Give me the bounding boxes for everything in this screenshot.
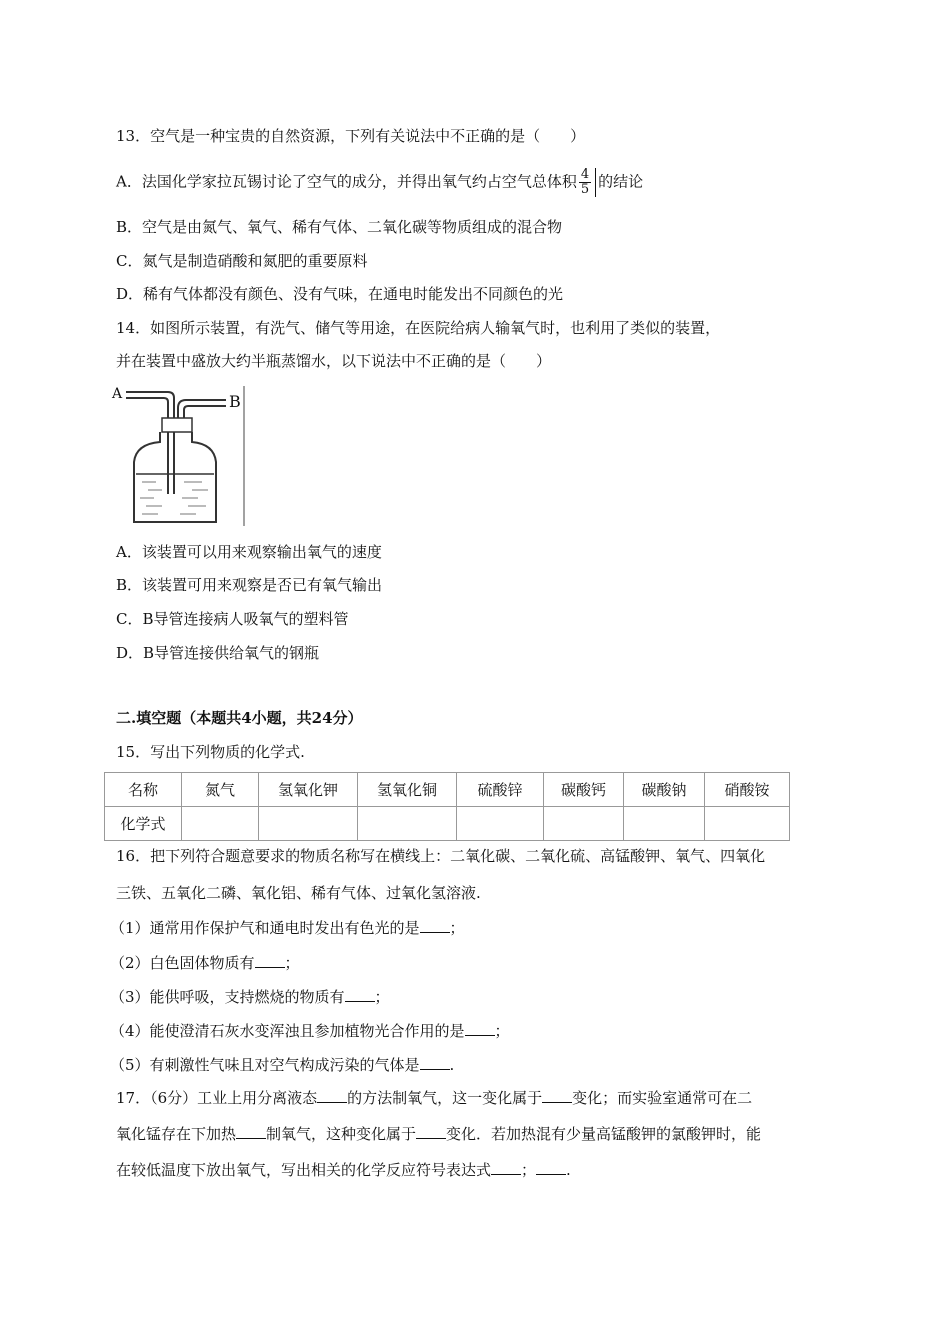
fraction-four-fifths: [577, 168, 596, 197]
q17-line2-part-c: 变化．若加热混有少量高锰酸钾的氯酸钾时，能: [446, 1125, 762, 1143]
q16-item-3-punct: ；: [374, 988, 390, 1006]
table-cell-formula-input[interactable]: [259, 807, 358, 841]
q16-item-4-text: （4）能使澄清石灰水变浑浊且参加植物光合作用的是: [110, 1022, 465, 1040]
table-cell-formula-input[interactable]: [624, 807, 705, 841]
table-cell-name: 碳酸钙: [544, 773, 624, 807]
q15-stem: 15．写出下列物质的化学式.: [116, 743, 305, 761]
table-cell-formula-input[interactable]: [358, 807, 457, 841]
table-header-label: 名称: [105, 773, 182, 807]
table-row-label: 化学式: [105, 807, 182, 841]
q14-option-d: D．B导管连接供给氧气的钢瓶: [116, 644, 320, 662]
answer-blank[interactable]: [542, 1088, 572, 1103]
answer-blank[interactable]: [536, 1160, 566, 1175]
q17-line3-part-b: ；: [521, 1161, 537, 1179]
q14-option-b: B．该装置可用来观察是否已有氧气输出: [116, 576, 383, 594]
q13-option-a-text: A．法国化学家拉瓦锡讨论了空气的成分，并得出氧气约占空气总体积: [116, 172, 577, 191]
answer-blank[interactable]: [416, 1124, 446, 1139]
table-cell-formula-input[interactable]: [182, 807, 259, 841]
q16-item-5-text: （5）有刺激性气味且对空气构成污染的气体是: [110, 1056, 420, 1074]
fraction-denominator: 5: [580, 182, 590, 197]
chemical-formula-table: [104, 772, 790, 841]
table-cell-name: 氢氧化铜: [358, 773, 457, 807]
table-cell-name: 硝酸铵: [705, 773, 790, 807]
q17-line3: [116, 1160, 571, 1180]
answer-blank[interactable]: [345, 987, 375, 1002]
q14-stem-line1: 14．如图所示装置，有洗气、储气等用途，在医院给病人输氧气时，也利用了类似的装置，: [116, 319, 721, 337]
table-cell-formula-input[interactable]: [544, 807, 624, 841]
q17-line2-part-a: 氧化锰存在下加热: [116, 1125, 237, 1143]
q16-item-2-punct: ；: [284, 954, 300, 972]
table-cell-name: 氮气: [182, 773, 259, 807]
q16-item-5: [110, 1055, 454, 1075]
q14-option-c: C．B导管连接病人吸氧气的塑料管: [116, 610, 349, 628]
answer-blank[interactable]: [491, 1160, 521, 1175]
q13-stem: 13．空气是一种宝贵的自然资源，下列有关说法中不正确的是（ ）: [116, 127, 586, 145]
q16-item-1-text: （1）通常用作保护气和通电时发出有色光的是: [110, 919, 420, 937]
q16-item-1: [110, 918, 465, 938]
q16-item-1-punct: ；: [449, 919, 465, 937]
q16-item-2-text: （2）白色固体物质有: [110, 954, 255, 972]
figure-label-a: A: [112, 386, 123, 402]
figure-label-b: B: [229, 392, 241, 411]
q16-item-2: [110, 953, 300, 973]
table-cell-name: 氢氧化钾: [259, 773, 358, 807]
answer-blank[interactable]: [465, 1021, 495, 1036]
answer-blank[interactable]: [420, 918, 450, 933]
table-row-formulas: [105, 807, 790, 841]
q17-line1-part-c: 变化；而实验室通常可在二: [572, 1089, 753, 1107]
answer-blank[interactable]: [317, 1088, 347, 1103]
q16-item-4: [110, 1021, 510, 1041]
q17-line2-part-b: 制氧气，这种变化属于: [266, 1125, 417, 1143]
table-cell-formula-input[interactable]: [457, 807, 544, 841]
q13-option-d: D．稀有气体都没有颜色、没有气味，在通电时能发出不同颜色的光: [116, 285, 564, 303]
q16-item-3: [110, 987, 390, 1007]
answer-blank[interactable]: [236, 1124, 266, 1139]
q17-line3-part-a: 在较低温度下放出氧气，写出相关的化学反应符号表达式: [116, 1161, 492, 1179]
gas-washing-bottle-figure: [112, 386, 248, 530]
q14-stem-line2: 并在装置中盛放大约半瓶蒸馏水，以下说法中不正确的是（ ）: [116, 352, 552, 370]
q17-line1: [116, 1088, 752, 1108]
q17-line1-part-b: 的方法制氧气，这一变化属于: [347, 1089, 543, 1107]
q16-stem-line1: 16．把下列符合题意要求的物质名称写在横线上：二氧化碳、二氧化硫、高锰酸钾、氧气、四氧化: [116, 847, 766, 865]
q16-item-4-punct: ；: [494, 1022, 510, 1040]
q17-line1-part-a: 17．（6分）工业上用分离液态: [116, 1089, 318, 1107]
q16-item-5-punct: .: [449, 1056, 455, 1074]
table-cell-name: 硫酸锌: [457, 773, 544, 807]
q17-line3-part-c: .: [566, 1161, 571, 1179]
table-cell-formula-input[interactable]: [705, 807, 790, 841]
answer-blank[interactable]: [420, 1055, 450, 1070]
q13-option-a: [116, 168, 643, 197]
table-cell-name: 碳酸钠: [624, 773, 705, 807]
q13-option-b: B．空气是由氮气、氧气、稀有气体、二氧化碳等物质组成的混合物: [116, 218, 563, 236]
gas-washing-bottle-diagram: [112, 386, 248, 530]
q14-option-a: A．该装置可以用来观察输出氧气的速度: [116, 543, 382, 561]
q17-line2: [116, 1124, 761, 1144]
q13-option-c: C．氮气是制造硝酸和氮肥的重要原料: [116, 252, 368, 270]
q13-option-a-tail: 的结论: [598, 172, 644, 191]
q16-item-3-text: （3）能供呼吸，支持燃烧的物质有: [110, 988, 345, 1006]
fraction-numerator: 4: [580, 167, 590, 182]
section-title: 二.填空题（本题共4小题，共24分）: [116, 709, 363, 727]
answer-blank[interactable]: [255, 953, 285, 968]
table-row-names: [105, 773, 790, 807]
q16-stem-line2: 三铁、五氧化二磷、氧化铝、稀有气体、过氧化氢溶液.: [116, 884, 481, 902]
